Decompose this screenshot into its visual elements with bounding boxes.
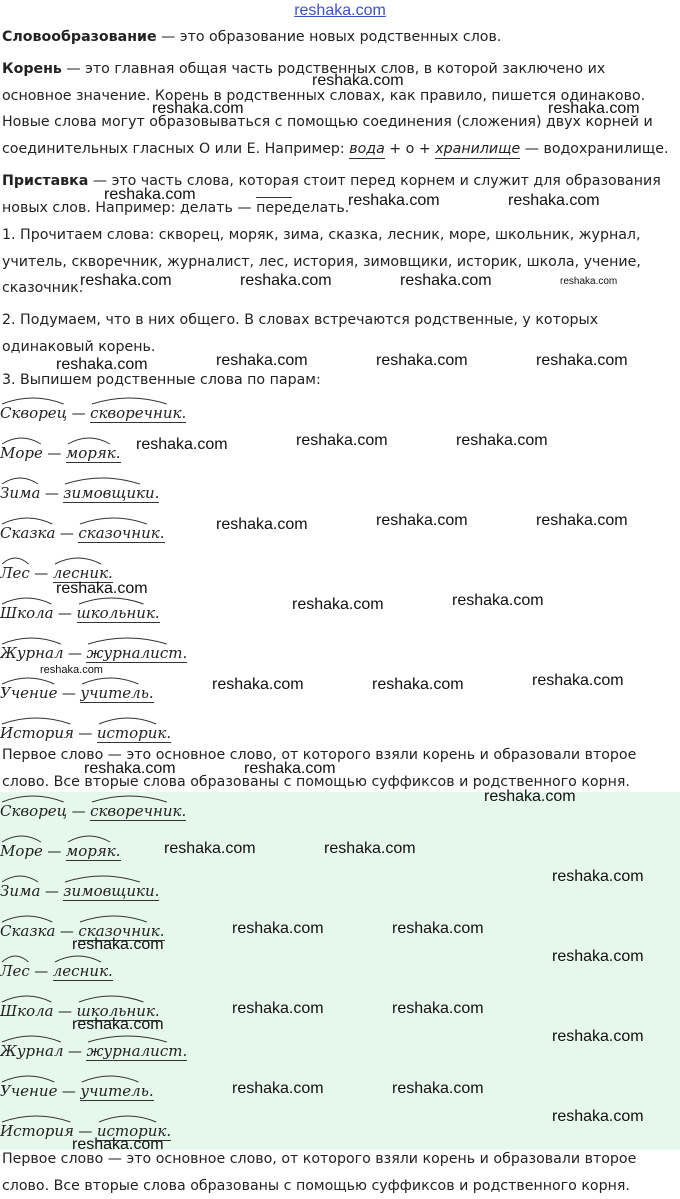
- site-link[interactable]: reshaka.com: [294, 2, 386, 19]
- watermark: reshaka.com: [552, 948, 644, 965]
- watermark: reshaka.com: [376, 352, 468, 369]
- step-1: 1. Прочитаем слова: скворец, моряк, зима, сказка, лесник, море, школьник, журнал, учитель, скворечник, журналист, лес, история, зимовщики, историк, школа, учение, сказочник.: [2, 227, 641, 296]
- pair-word-base: Школа: [0, 1002, 54, 1020]
- pair-word-derived: моряк.: [65, 444, 121, 462]
- pair-line: [0, 644, 187, 662]
- conclusion-2: Первое слово — это основное слово, от которого взяли корень и образовали второе слово. Все вторые слова образованы с помощью суффиксов и родственного корня.: [2, 1151, 637, 1194]
- pair-dash: —: [63, 1044, 87, 1060]
- root-arc: [2, 638, 61, 644]
- pair-line: [0, 604, 160, 622]
- example-khranilishche: хранилище: [435, 140, 521, 157]
- pair-word-base: Учение: [0, 1082, 58, 1100]
- conclusion-1: Первое слово — это основное слово, от которого взяли корень и образовали второе слово. Все вторые слова образованы с помощью суффиксов и родственного корня.: [2, 747, 637, 790]
- root-arc: [2, 836, 41, 842]
- pair-dash: —: [57, 1084, 81, 1100]
- root-arc: [55, 558, 101, 564]
- watermark: reshaka.com: [232, 1080, 324, 1097]
- pair-dash: —: [73, 1124, 97, 1140]
- pair-line: [0, 404, 186, 422]
- root-arc-icon: [0, 868, 300, 884]
- pair-dash: —: [67, 804, 91, 820]
- root-arc: [2, 558, 29, 564]
- root-arc-icon: [0, 390, 300, 406]
- watermark: reshaka.com: [552, 1108, 644, 1125]
- watermark: reshaka.com: [84, 760, 176, 777]
- watermark: reshaka.com: [456, 432, 548, 449]
- pair-word-derived: учитель.: [80, 1082, 154, 1100]
- pair-word-derived: зимовщики.: [63, 882, 160, 900]
- pair-dash: —: [57, 686, 81, 702]
- pair-word-base: Лес: [0, 962, 30, 980]
- root-arc: [2, 916, 52, 922]
- definition-text: — это главная общая часть родственных слов, в которой заключено их основное значение. Корень в родственных словах, как правило, пишется одинаково. Новые слова могут образовываться с помощью соединения (сложения) двух корней и соединительных гласных О или Е. Например:: [2, 61, 653, 157]
- pair-word-base: Море: [0, 842, 43, 860]
- watermark: reshaka.com: [164, 840, 256, 857]
- pair-word-derived: моряк.: [65, 842, 121, 860]
- pair-word-base: История: [0, 724, 74, 742]
- pair-dash: —: [63, 646, 87, 662]
- site-header: [0, 0, 680, 22]
- watermark: reshaka.com: [560, 276, 618, 287]
- watermark: reshaka.com: [40, 664, 103, 676]
- step-2: 2. Подумаем, что в них общего. В словах встречаются родственные, у которых одинаковый корень.: [2, 312, 599, 355]
- definition-tail: — водохранилище.: [520, 140, 669, 157]
- watermark: reshaka.com: [240, 272, 332, 289]
- pair-line: [0, 802, 186, 820]
- pair-line: [0, 724, 171, 742]
- root-arc: [2, 876, 38, 882]
- pair-word-base: История: [0, 1122, 74, 1140]
- pair-word-base: Море: [0, 444, 43, 462]
- watermark: reshaka.com: [348, 192, 440, 209]
- step-3: 3. Выпишем родственные слова по парам:: [2, 372, 321, 388]
- watermark: reshaka.com: [324, 840, 416, 857]
- pair-word-base: Лес: [0, 564, 30, 582]
- watermark: reshaka.com: [244, 760, 336, 777]
- pair-word-base: Журнал: [0, 644, 64, 662]
- watermark: reshaka.com: [536, 352, 628, 369]
- root-arc: [2, 796, 64, 802]
- pair-dash: —: [29, 566, 53, 582]
- root-arc: [79, 996, 143, 1002]
- watermark: reshaka.com: [392, 920, 484, 937]
- pair-word-derived: историк.: [96, 1122, 172, 1140]
- watermark: reshaka.com: [484, 788, 576, 805]
- pair-word-derived: лесник.: [52, 962, 113, 980]
- root-arc: [68, 438, 110, 444]
- pair-dash: —: [55, 924, 79, 940]
- pair-word-derived: журналист.: [86, 644, 188, 662]
- root-arc: [2, 518, 52, 524]
- pair-word-derived: скворечник.: [90, 404, 187, 422]
- root-arc: [2, 478, 38, 484]
- watermark: reshaka.com: [376, 512, 468, 529]
- root-arc: [82, 1076, 138, 1082]
- pair-dash: —: [29, 964, 53, 980]
- watermark: reshaka.com: [72, 936, 164, 953]
- watermark: reshaka.com: [72, 1136, 164, 1153]
- watermark: reshaka.com: [536, 512, 628, 529]
- term-koren: Корень: [2, 61, 62, 77]
- watermark: reshaka.com: [104, 186, 196, 203]
- pair-line: [0, 484, 159, 502]
- pair-word-derived: учитель.: [80, 684, 154, 702]
- root-arc-icon: [0, 630, 300, 646]
- watermark: reshaka.com: [532, 672, 624, 689]
- root-arc: [88, 1036, 167, 1042]
- root-arc: [92, 796, 167, 802]
- root-arc: [2, 1036, 61, 1042]
- pair-word-derived: школьник.: [76, 1002, 160, 1020]
- root-arc-icon: [0, 470, 300, 486]
- watermark: reshaka.com: [392, 1080, 484, 1097]
- root-arc-icon: [0, 788, 300, 804]
- pair-line: [0, 1042, 187, 1060]
- watermark: reshaka.com: [56, 356, 148, 373]
- watermark: reshaka.com: [216, 352, 308, 369]
- pair-word-base: Сказка: [0, 524, 56, 542]
- root-arc: [2, 1076, 54, 1082]
- pair-line: [0, 962, 113, 980]
- root-arc: [2, 996, 51, 1002]
- watermark: reshaka.com: [136, 436, 228, 453]
- root-arc: [2, 678, 54, 684]
- pair-dash: —: [42, 844, 66, 860]
- root-arc: [82, 678, 138, 684]
- definition-text: — это образование новых родственных слов.: [156, 29, 502, 45]
- pair-dash: —: [53, 606, 77, 622]
- pair-dash: —: [40, 486, 64, 502]
- watermark: reshaka.com: [232, 920, 324, 937]
- pair-word-base: Скворец: [0, 802, 68, 820]
- example-voda: вода: [349, 140, 385, 157]
- root-arc: [2, 598, 51, 604]
- root-arc: [2, 1116, 70, 1122]
- watermark: reshaka.com: [292, 596, 384, 613]
- watermark: reshaka.com: [452, 592, 544, 609]
- pair-dash: —: [55, 526, 79, 542]
- pair-dash: —: [73, 726, 97, 742]
- definition-text: — это часть слова, которая стоит перед корнем и служит для образования новых слов. Например: делать —: [2, 173, 661, 216]
- watermark: reshaka.com: [552, 868, 644, 885]
- watermark: reshaka.com: [72, 1016, 164, 1033]
- root-arc-icon: [0, 590, 300, 606]
- pair-word-base: Учение: [0, 684, 58, 702]
- example-pere: пере: [256, 197, 292, 218]
- watermark: reshaka.com: [216, 516, 308, 533]
- watermark: reshaka.com: [212, 676, 304, 693]
- pair-word-derived: журналист.: [86, 1042, 188, 1060]
- pair-line: [0, 684, 154, 702]
- pair-dash: —: [53, 1004, 77, 1020]
- watermark: reshaka.com: [392, 1000, 484, 1017]
- definition-tail: делать.: [291, 199, 350, 216]
- pair-dash: —: [42, 446, 66, 462]
- pair-dash: —: [40, 884, 64, 900]
- pair-line: [0, 842, 121, 860]
- pair-word-derived: школьник.: [76, 604, 160, 622]
- root-arc: [79, 598, 143, 604]
- watermark: reshaka.com: [548, 100, 640, 117]
- watermark: reshaka.com: [152, 100, 244, 117]
- root-arc: [88, 638, 167, 644]
- root-arc-icon: [0, 710, 300, 726]
- root-arc: [99, 718, 156, 724]
- root-arc-icon: [0, 550, 300, 566]
- root-arc: [99, 1116, 156, 1122]
- pair-line: [0, 882, 159, 900]
- watermark: reshaka.com: [372, 676, 464, 693]
- root-arc: [2, 438, 41, 444]
- watermark: reshaka.com: [80, 272, 172, 289]
- pair-word-derived: сказочник.: [78, 524, 165, 542]
- pair-line: [0, 444, 121, 462]
- watermark: reshaka.com: [508, 192, 600, 209]
- definition-slovoobrazovanie: [2, 24, 678, 51]
- pair-word-derived: сказочник.: [78, 922, 165, 940]
- pair-word-base: Зима: [0, 484, 41, 502]
- root-arc: [65, 478, 140, 484]
- root-arc: [80, 518, 147, 524]
- term-pristavka: Приставка: [2, 173, 89, 189]
- pair-word-base: Сказка: [0, 922, 56, 940]
- pair-word-base: Школа: [0, 604, 54, 622]
- watermark: reshaka.com: [232, 1000, 324, 1017]
- watermark: reshaka.com: [312, 72, 404, 89]
- pair-word-base: Журнал: [0, 1042, 64, 1060]
- watermark: reshaka.com: [296, 432, 388, 449]
- watermark: reshaka.com: [552, 1028, 644, 1045]
- root-arc: [2, 718, 70, 724]
- pair-word-derived: историк.: [96, 724, 172, 742]
- root-arc: [2, 398, 64, 404]
- pair-word-base: Зима: [0, 882, 41, 900]
- watermark: reshaka.com: [400, 272, 492, 289]
- pair-word-base: Скворец: [0, 404, 68, 422]
- pair-line: [0, 1082, 154, 1100]
- root-arc: [92, 398, 167, 404]
- root-arc: [68, 836, 110, 842]
- root-arc: [80, 916, 147, 922]
- root-arc: [2, 956, 29, 962]
- root-arc: [55, 956, 101, 962]
- watermark: reshaka.com: [56, 580, 148, 597]
- term-slovoobrazovanie: Словообразование: [2, 29, 157, 45]
- pair-line: [0, 524, 165, 542]
- plus-o: + о +: [384, 140, 436, 157]
- root-arc-icon: [0, 1108, 300, 1124]
- pair-dash: —: [67, 406, 91, 422]
- root-arc: [65, 876, 140, 882]
- pair-word-derived: зимовщики.: [63, 484, 160, 502]
- pair-word-derived: лесник.: [52, 564, 113, 582]
- pair-word-derived: скворечник.: [90, 802, 187, 820]
